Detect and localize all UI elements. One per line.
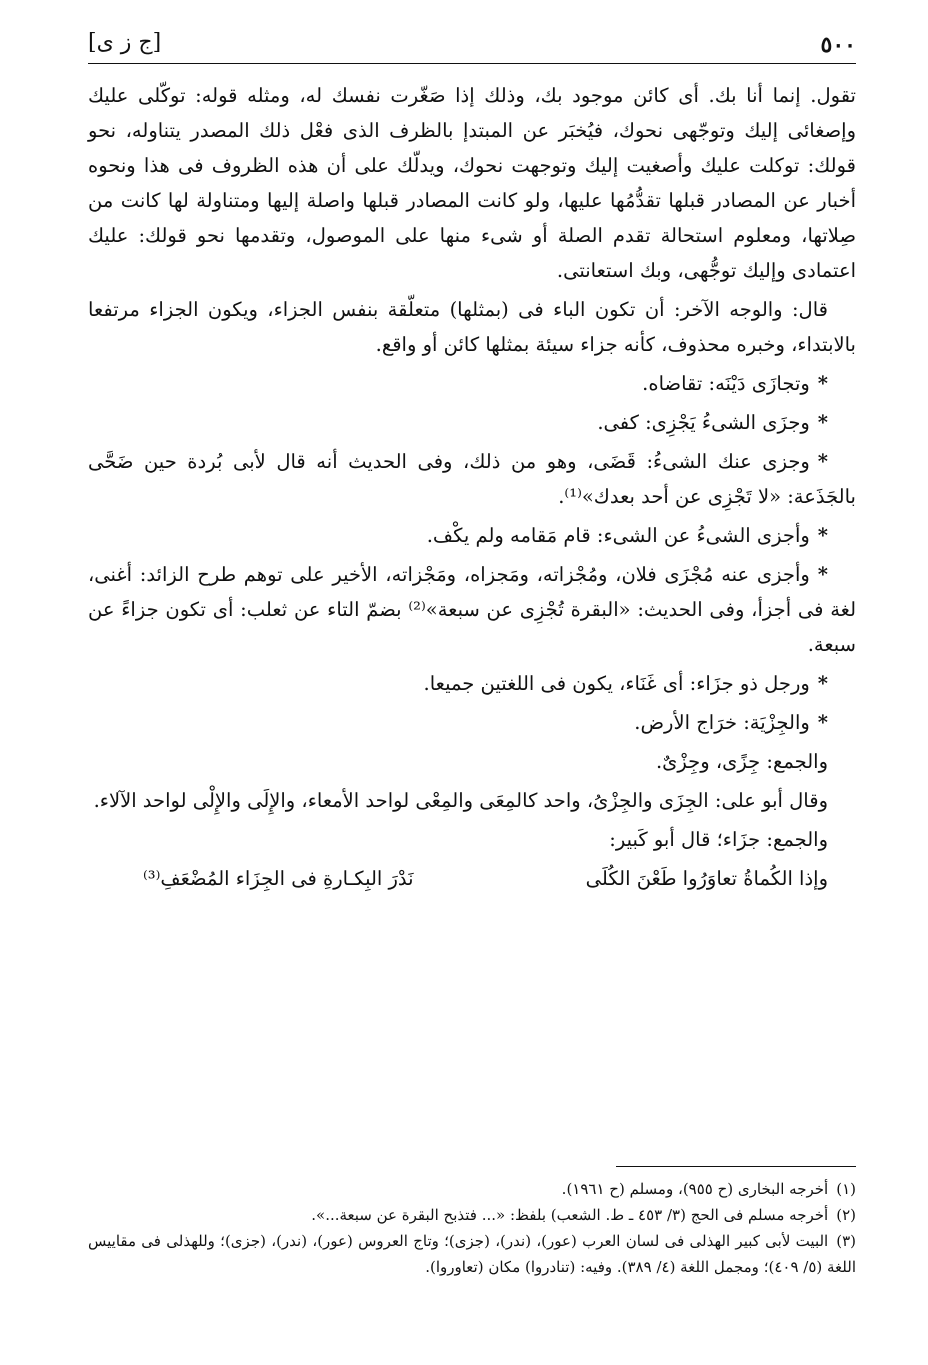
entry-text: وجزَى الشىءُ يَجْزِى: كفى. (597, 411, 810, 434)
footnote-text: البيت لأبى كبير الهذلى فى لسان العرب (عور)، (ندر)، (جزى)؛ وتاج العروس (عور)، (ندر)، (جزى)؛ وللهذلى فى مقاييس اللغة (٥/ ٤٠٩)؛ ومجمل اللغة (٤/ ٣٨٩). وفيه: (تنادروا) مكان (تعاوروا). (88, 1232, 856, 1276)
paragraph: وقال أبو على: الجِزَى والجِزْىُ، واحد كالمِعَى والمِعْى لواحد الأمعاء، والإِلَى والإِلْى لواحد الآلاء. (93, 789, 828, 812)
asterisk-marker: * (817, 672, 828, 695)
footnote-number: (٢) (836, 1206, 856, 1224)
footnote (88, 1176, 856, 1202)
entry (88, 518, 856, 553)
footnote (88, 1228, 856, 1280)
footnote-rule (616, 1166, 856, 1167)
footnote (88, 1202, 856, 1228)
asterisk-marker: * (817, 524, 828, 547)
verse-second-hemistich: نَدْرَ البِكـارةِ فى الجِزَاء المُضْعَفِ⁽³⁾ (143, 867, 414, 890)
paragraph: تقول. إنما أنا بك. أى كائن موجود بك، وذلك إذا صَغّرت نفسك له، ومثله قوله: توكّلى عليك وإصغائى إليك وتوجّهى نحوك، فيُخبَر عن المبتدإ بالظرف الذى فعْل ذلك المصدر يتناوله، نحو قولك: توكلت عليك وأصغيت إليك وتوجهت نحوك، ويدلّك على أن هذه الظروف فى هذا ونحوه أخبار عن المصادر قبلها تقدُّمُها عليها، ولو كانت المصادر قبلها واصلة إليها ومتناولة لها كانت من صِلاتها، ومعلوم استحالة تقدم الصلة أو شىء منها على الموصول، وتقدمها نحو قولك: عليك اعتمادى وإليك توجُّهى، وبك استعانتى. (88, 84, 856, 282)
entry-text: والجِزْيَة: خرَاج الأرض. (634, 711, 810, 734)
asterisk-marker: * (817, 711, 828, 734)
entry-text: وأجزى عنه مُجْزَى فلان، ومُجْزاته، ومَجزاه، ومَجْزاته، الأخير على توهم طرح الزائد: أغنى، لغة فى أجزأ، وفى الحديث: «البقرة تُجْزِى عن سبعة»⁽²⁾ بضمّ التاء عن ثعلب: أى تكون جزاءً عن سبعة. (88, 563, 857, 656)
verse-intro: والجمع: جزَاء؛ قال أبو كَبير: (609, 828, 828, 851)
poetry-verse (88, 861, 856, 905)
footnote-number: (١) (836, 1180, 856, 1198)
entry (88, 444, 856, 514)
main-text (88, 78, 856, 905)
footnote-text: أخرجه مسلم فى الحج (٣/ ٤٥٣ ـ ط. الشعب) بلفظ: «... فتذبح البقرة عن سبعة...». (311, 1206, 829, 1224)
paragraph: قال: والوجه الآخر: أن تكون الباء فى (بمثلها) متعلّقة بنفس الجزاء، ويكون الجزاء مرتفعا بالابتداء، وخبره محذوف، كأنه جزاء سيئة بمثلها كائن أو واقع. (88, 298, 856, 356)
asterisk-marker: * (817, 411, 828, 434)
page-number: ٥٠٠ (820, 32, 856, 58)
running-header (88, 28, 856, 64)
entry-text: وتجازَى دَيْنَه: تقاضاه. (642, 372, 810, 395)
entry (88, 366, 856, 401)
entry (88, 666, 856, 701)
asterisk-marker: * (817, 450, 828, 473)
entry (88, 557, 856, 662)
verse-first-hemistich: وإذا الكُماةُ تعاوَرُوا طَعْنَ الكُلَى (585, 867, 828, 890)
entry (88, 405, 856, 440)
footnotes (88, 1176, 856, 1280)
footnote-text: أخرجه البخارى (ح ٩٥٥)، ومسلم (ح ١٩٦١). (561, 1180, 829, 1198)
asterisk-marker: * (817, 563, 828, 586)
entry-text: ورجل ذو جزَاء: أى غَنَاء، يكون فى اللغتين جميعا. (423, 672, 810, 695)
entry (88, 705, 856, 740)
entry-text: وجزى عنك الشىءُ: قَضَى، وهو من ذلك، وفى الحديث أنه قال لأبى بُردة حين ضَحَّى بالجَذَعة: «لا تَجْزِى عن أحد بعدك»⁽¹⁾. (88, 450, 856, 508)
footnote-number: (٣) (836, 1232, 856, 1250)
paragraph: والجمع: جِزًى، وجِزْىٌ. (655, 750, 828, 773)
entry-text: وأجزى الشىءُ عن الشىء: قام مَقامه ولم يكْف. (426, 524, 810, 547)
root-heading: [ج ز ى] (88, 30, 162, 55)
header-rule (88, 63, 856, 64)
asterisk-marker: * (817, 372, 828, 395)
